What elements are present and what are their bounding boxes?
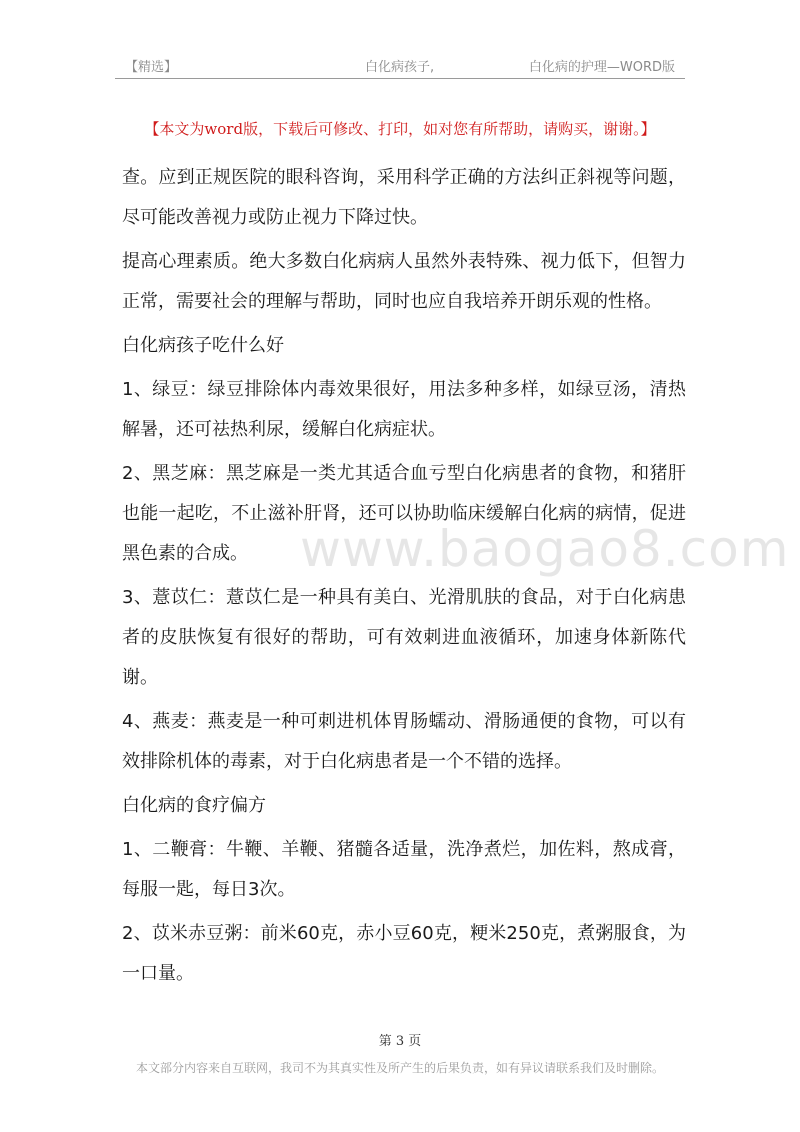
paragraph: 4、燕麦：燕麦是一种可刺进机体胃肠蠕动、滑肠通便的食物，可以有效排除机体的毒素，对于白化病患者是一个不错的选择。 [122, 711, 686, 772]
header-title: 白化病孩子, [365, 60, 435, 75]
paragraph: 3、薏苡仁：薏苡仁是一种具有美白、光滑肌肤的食品，对于白化病患者的皮肤恢复有很好的帮助，可有效刺进血液循环，加速身体新陈代谢。 [122, 587, 686, 688]
paragraph: 2、苡米赤豆粥：前米60克，赤小豆60克，粳米250克，煮粥服食，为一口量。 [122, 923, 686, 984]
document-body [122, 158, 686, 998]
page-header [115, 56, 685, 78]
header-doc-name: 白化病的护理—WORD版 [528, 60, 675, 75]
paragraph: 1、二鞭膏：牛鞭、羊鞭、猪髓各适量，洗净煮烂，加佐料，熬成膏，每服一匙，每日3次。 [122, 839, 686, 900]
download-notice: 【本文为word版，下载后可修改、打印，如对您有所帮助，请购买，谢谢。】 [144, 120, 656, 138]
watermark: www.baogao8.com [300, 520, 790, 578]
paragraph: 1、绿豆：绿豆排除体内毒效果很好，用法多种多样，如绿豆汤，清热解暑，还可祛热利尿，缓解白化病症状。 [122, 379, 686, 440]
paragraph: 提高心理素质。绝大多数白化病病人虽然外表特殊、视力低下，但智力正常，需要社会的理解与帮助，同时也应自我培养开朗乐观的性格。 [122, 251, 686, 312]
footer-disclaimer: 本文部分内容来自互联网，我司不为其真实性及所产生的后果负责，如有异议请联系我们及时删除。 [135, 1061, 664, 1075]
paragraph: 查。应到正规医院的眼科咨询，采用科学正确的方法纠正斜视等问题，尽可能改善视力或防止视力下降过快。 [122, 167, 686, 228]
section-heading: 白化病的食疗偏方 [122, 795, 266, 816]
header-divider [115, 78, 685, 79]
paragraph: 2、黑芝麻：黑芝麻是一类尤其适合血亏型白化病患者的食物，和猪肝也能一起吃，不止滋补肝肾，还可以协助临床缓解白化病的病情，促进黑色素的合成。 [122, 463, 686, 564]
page-number: 第 3 页 [378, 1034, 422, 1049]
header-left-label: 【精选】 [125, 60, 178, 75]
section-heading: 白化病孩子吃什么好 [122, 335, 284, 356]
